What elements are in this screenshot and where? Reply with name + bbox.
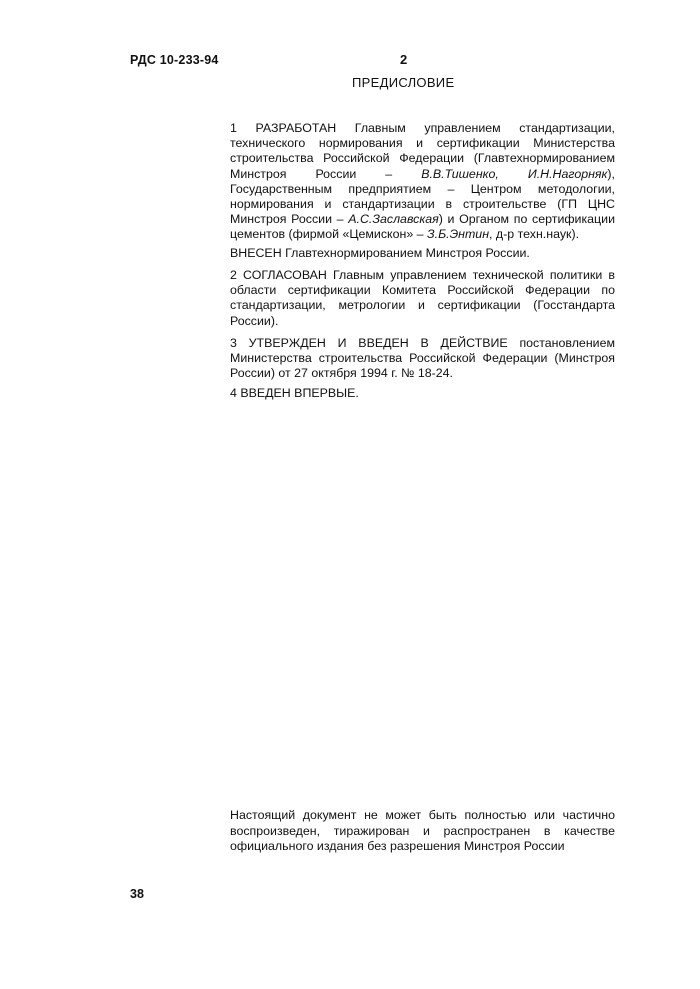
para1-authors-1: В.В.Тишенко, И.Н.Нагорняк (421, 166, 608, 181)
page-number-bottom: 38 (130, 887, 144, 901)
paragraph-agreed (230, 268, 615, 329)
document-code: РДС 10-233-94 (130, 53, 219, 67)
paragraph-introduced-by (230, 246, 615, 261)
copyright-notice: Настоящий документ не может быть полностью или частично воспроизведен, тиражирован и распространен в качестве официального издания без разрешения Минстроя России (230, 808, 615, 853)
page-number-top: 2 (400, 52, 408, 67)
para5-text: 4 ВВЕДЕН ВПЕРВЫЕ. (230, 386, 359, 400)
paragraph-developed-by (230, 121, 615, 243)
para1-text-a: 1 РАЗРАБОТАН Главным управлением стандартизации, технического нормирования и сертификации Министерства строительства Российской Федерации (Главтехнормированием Минстроя России – (230, 121, 615, 181)
paragraph-first-introduced (230, 386, 615, 401)
section-heading: ПРЕДИСЛОВИЕ (352, 75, 455, 90)
para2-text: ВНЕСЕН Главтехнормированием Минстроя России. (230, 246, 530, 260)
para1-text-c: ), Государственным предприятием – Центром методологии, нормирования и стандартизации в строительстве (ГП ЦНС Минстроя России – (230, 166, 615, 227)
para1-text-g: , д-р техн.наук). (489, 227, 580, 242)
para4-text: 3 УТВЕРЖДЕН И ВВЕДЕН В ДЕЙСТВИЕ постановлением Министерства строительства Российской Федерации (Минстроя России) от 27 октября 1994 г. № 18-24. (230, 336, 615, 381)
para3-text: 2 СОГЛАСОВАН Главным управлением технической политики в области сертификации Комитета Российской Федерации по стандартизации, метрологии и сертификации (Госстандарта России). (230, 268, 615, 328)
para1-authors-2: А.С.Заславская (348, 212, 439, 227)
paragraph-approved (230, 336, 615, 382)
para1-text-e: ) и Органом по сертификации цементов (фирмой «Цемискон» – (230, 212, 615, 242)
para1-authors-3: З.Б.Энтин (427, 227, 490, 242)
